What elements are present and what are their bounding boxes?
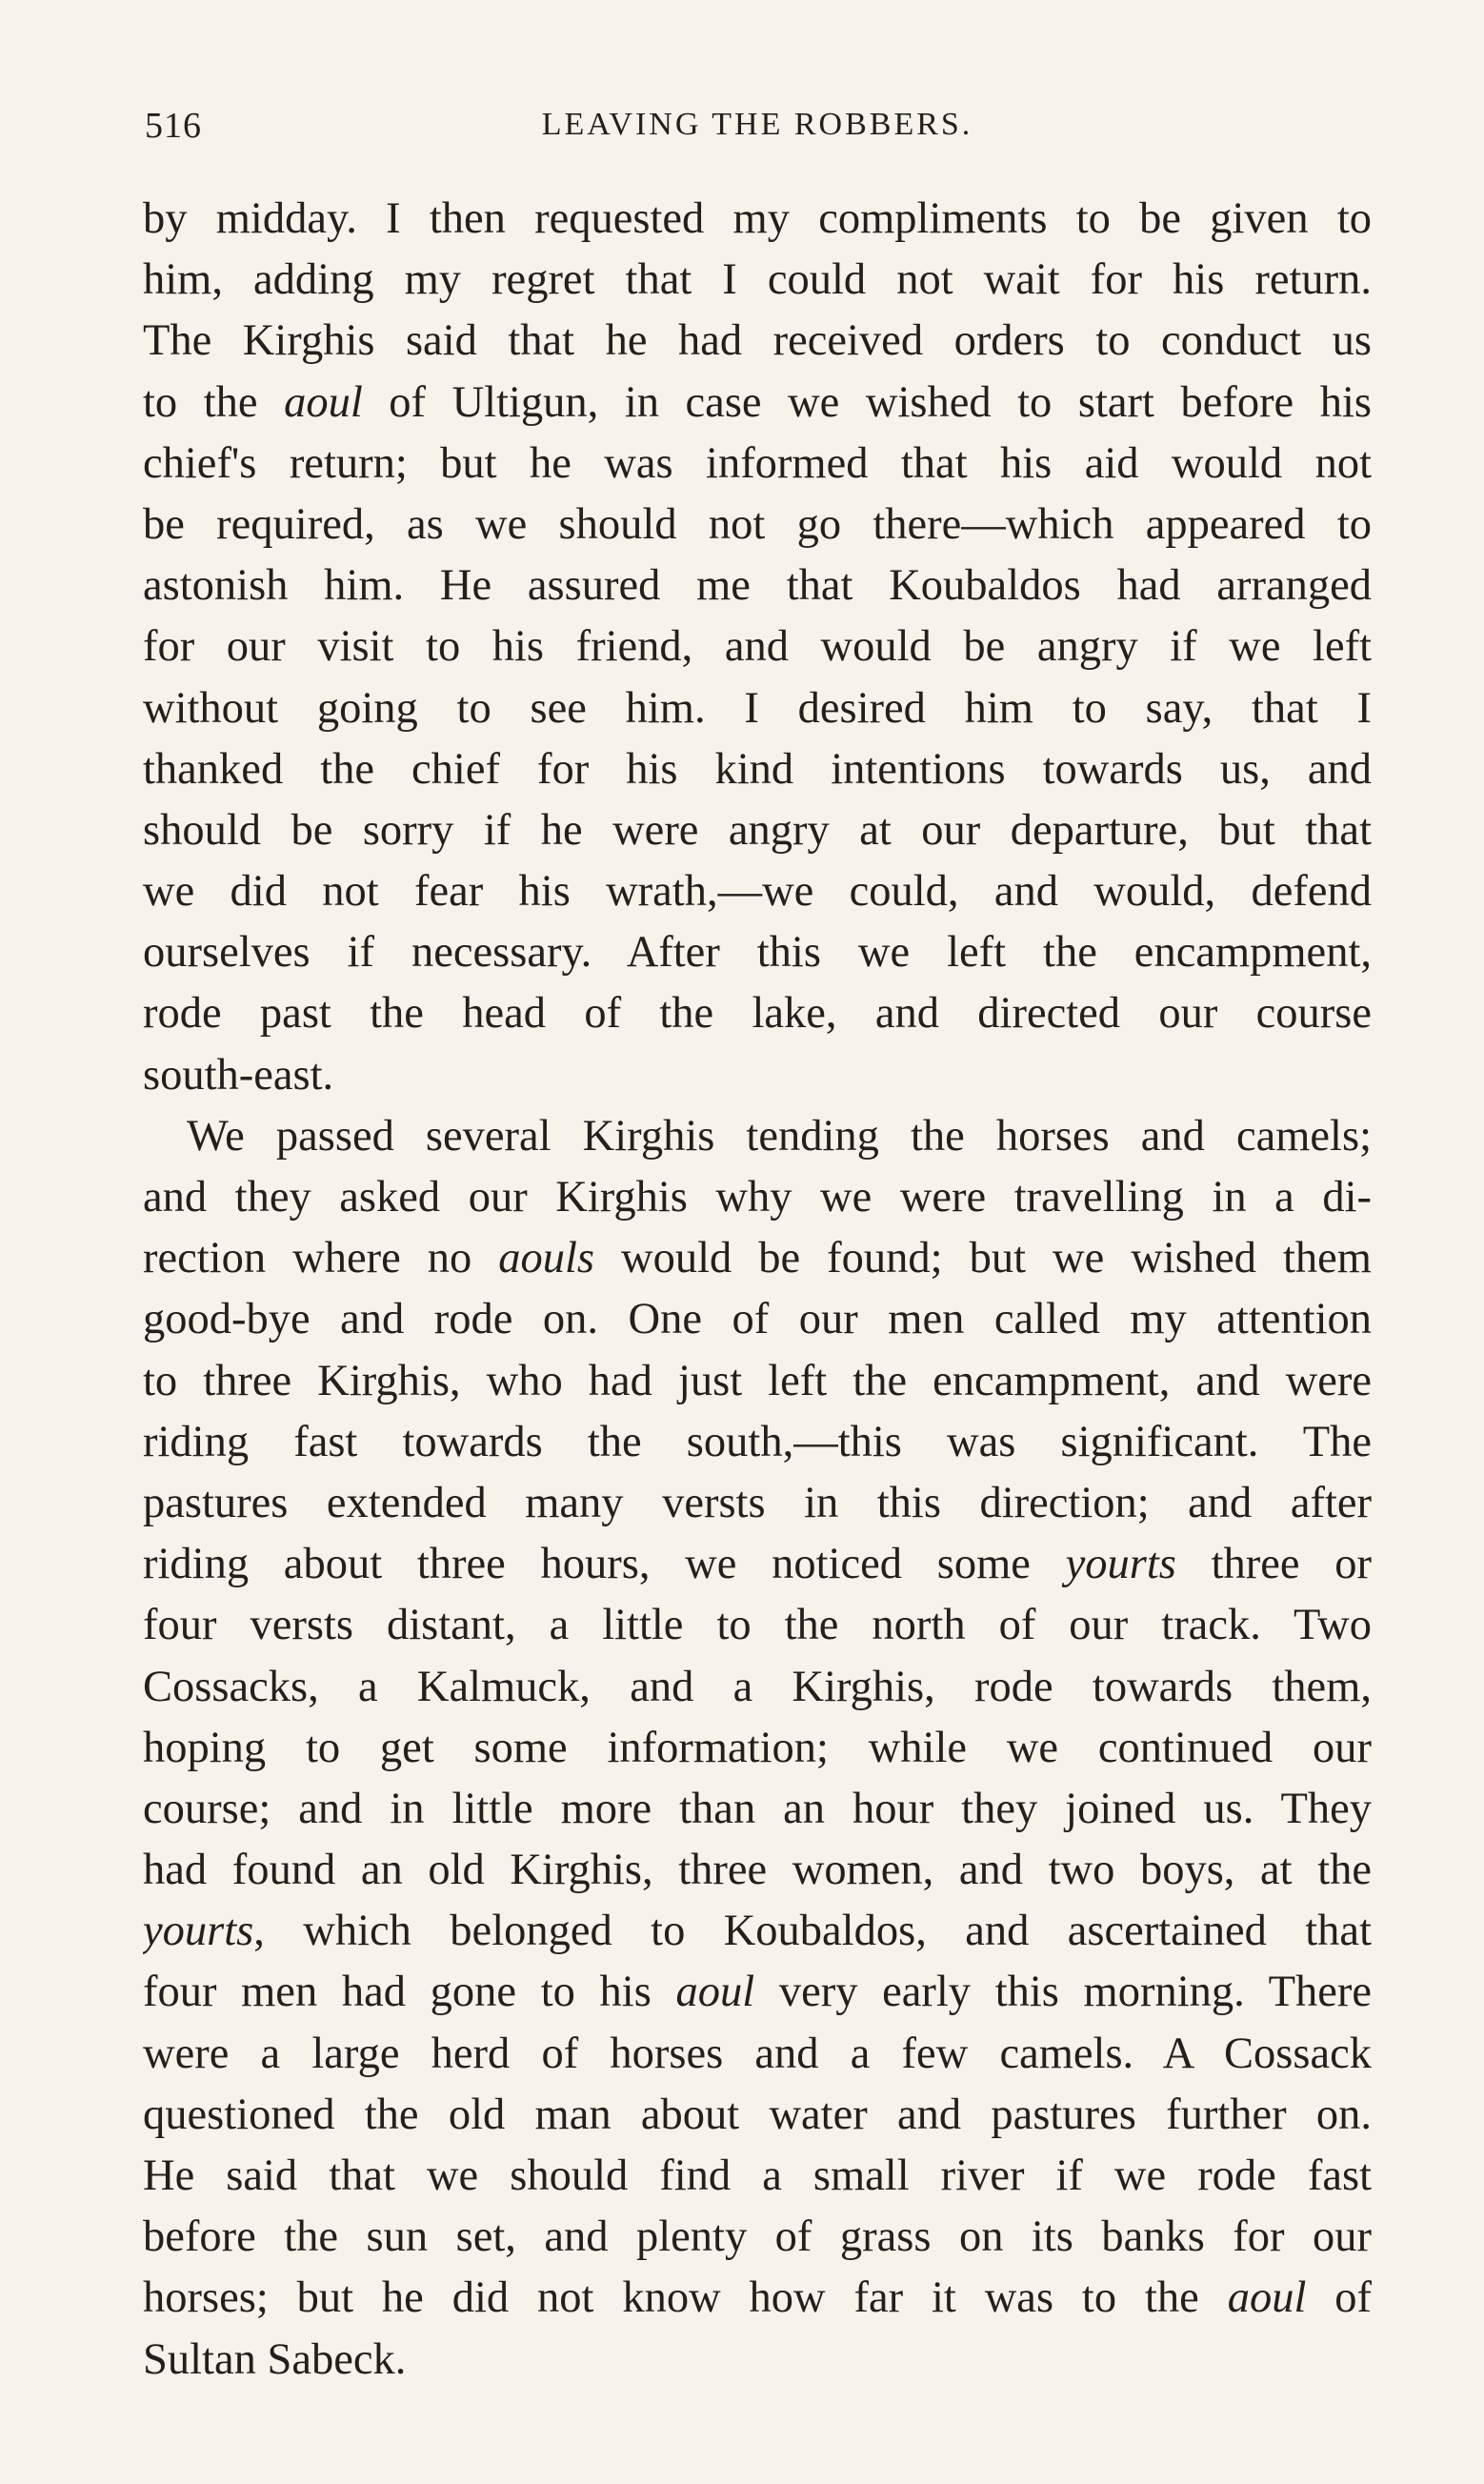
text-line: and they asked our Kirghis why we were travelling in a di- (143, 1173, 1372, 1222)
text-line: chief's return; but he was informed that his aid would not (143, 438, 1372, 488)
italic-term: aoul (284, 377, 363, 427)
text-line: He said that we should find a small river if we rode fast (143, 2151, 1372, 2200)
text-line: we did not fear his wrath,—we could, and would, defend (143, 867, 1372, 917)
text-line: south-east. (143, 1050, 334, 1100)
text-line: to three Kirghis, who had just left the encampment, and were (143, 1356, 1372, 1405)
text-line: Cossacks, a Kalmuck, and a Kirghis, rode towards them, (143, 1662, 1372, 1711)
text-line: thanked the chief for his kind intentions towards us, and (143, 744, 1372, 794)
text-line: yourts, which belonged to Koubaldos, and ascertained that (143, 1907, 1372, 1956)
text-line: horses; but he did not know how far it was to the aoul of (143, 2273, 1372, 2323)
text-line: ourselves if necessary. After this we left the encampment, (143, 928, 1372, 978)
text-line: by midday. I then requested my compliments to be given to (143, 194, 1372, 243)
text-line: be required, as we should not go there—which appeared to (143, 499, 1372, 549)
text-line: to the aoul of Ultigun, in case we wished to start before his (143, 377, 1372, 427)
text-line: rode past the head of the lake, and directed our course (143, 989, 1372, 1039)
text-line: hoping to get some information; while we continued our (143, 1723, 1372, 1772)
text-line: four men had gone to his aoul very early this morning. There (143, 1968, 1372, 2017)
text-line: were a large herd of horses and a few camels. A Cossack (143, 2029, 1372, 2078)
text-line: astonish him. He assured me that Koubaldos had arranged (143, 561, 1372, 611)
body-text (143, 189, 1372, 2391)
text-line: four versts distant, a little to the north of our track. Two (143, 1601, 1372, 1650)
italic-term: aoul (1227, 2273, 1307, 2323)
running-title: LEAVING THE ROBBERS. (541, 107, 973, 142)
italic-term: yourts (143, 1907, 254, 1956)
text-line: Sultan Sabeck. (143, 2334, 407, 2384)
text-line: The Kirghis said that he had received orders to conduct us (143, 316, 1372, 366)
italic-term: aouls (498, 1234, 594, 1283)
text-line: before the sun set, and plenty of grass on its banks for our (143, 2212, 1372, 2262)
text-line: good-bye and rode on. One of our men called my attention (143, 1295, 1372, 1344)
text-line: without going to see him. I desired him to say, that I (143, 683, 1372, 733)
running-head (145, 105, 1370, 152)
text-line: for our visit to his friend, and would be angry if we left (143, 622, 1372, 672)
text-line: riding fast towards the south,—this was significant. The (143, 1417, 1372, 1466)
text-line: questioned the old man about water and pastures further on. (143, 2090, 1372, 2139)
italic-term: aoul (675, 1968, 755, 2017)
text-line: him, adding my regret that I could not wait for his return. (143, 255, 1372, 305)
page-number: 516 (145, 106, 202, 146)
text-line: pastures extended many versts in this direction; and after (143, 1478, 1372, 1527)
text-line: should be sorry if he were angry at our departure, but that (143, 805, 1372, 855)
italic-term: yourts (1065, 1540, 1176, 1589)
text-line: We passed several Kirghis tending the horses and camels; (187, 1111, 1372, 1161)
text-line: riding about three hours, we noticed some yourts three or (143, 1540, 1372, 1589)
text-line: had found an old Kirghis, three women, and two boys, at the (143, 1846, 1372, 1895)
text-line: rection where no aouls would be found; but we wished them (143, 1234, 1372, 1283)
text-line: course; and in little more than an hour they joined us. They (143, 1784, 1372, 1833)
